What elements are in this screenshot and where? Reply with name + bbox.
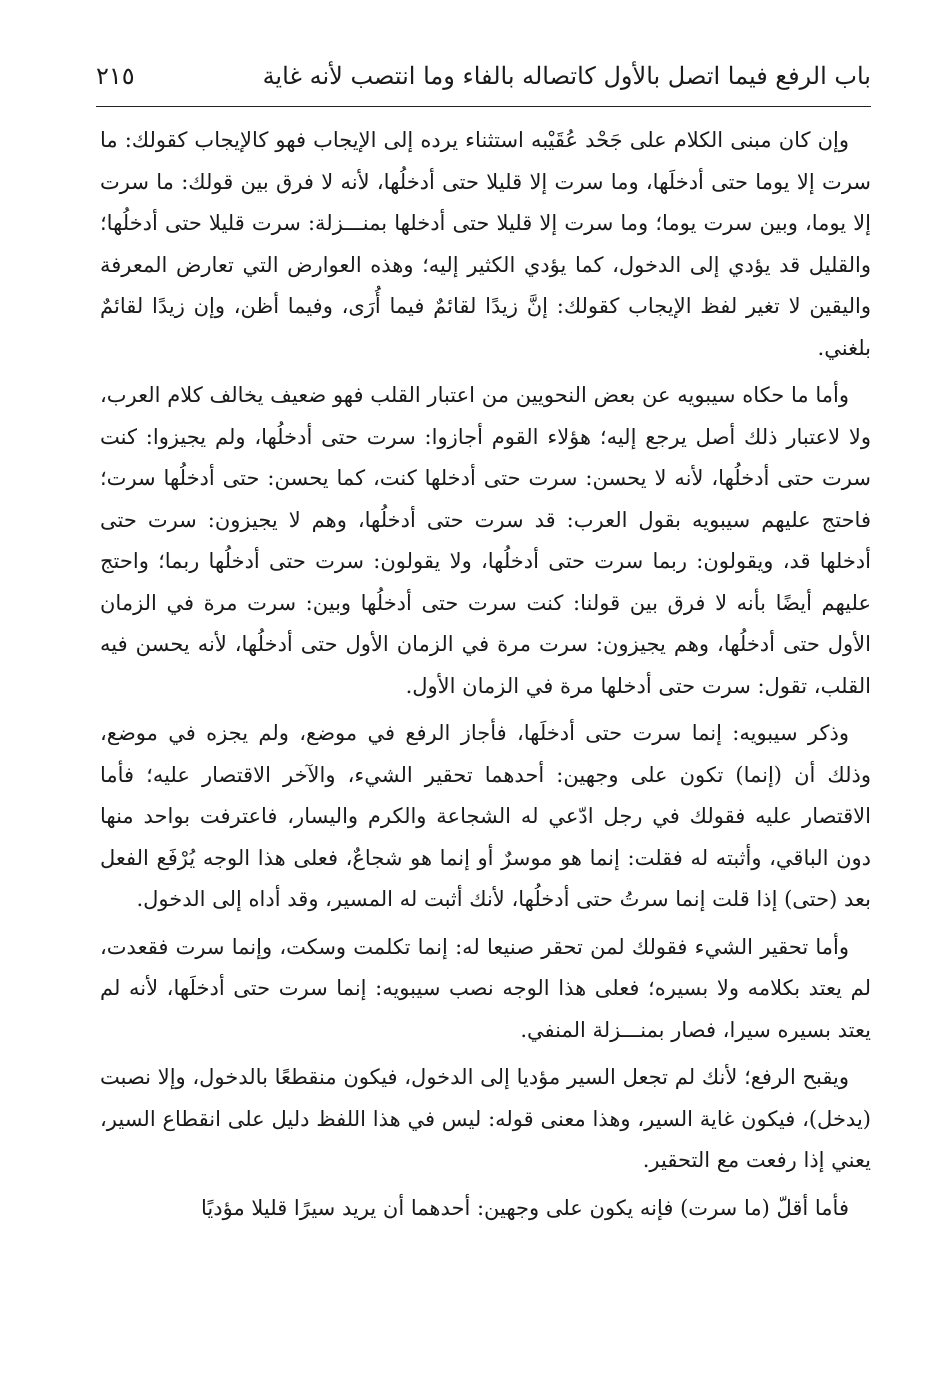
running-header [96, 58, 871, 98]
paragraph: وذكر سيبويه: إنما سرت حتى أدخلَها، فأجاز الرفع في موضع، ولم يجزه في موضع، وذلك أن (إنما) تكون على وجهين: أحدهما تحقير الشيء، والآخر الاقتصار عليه؛ فأما الاقتصار عليه فقولك في رجل ادّعي له الشجاعة والكرم واليسار، فاعترفت بواحد منها دون الباقي، وأثبته له فقلت: إنما هو موسرٌ أو إنما هو شجاعٌ، فعلى هذا الوجه يُرْفَع الفعل بعد (حتى) إذا قلت إنما سرتُ حتى أدخلُها، لأنك أثبت له المسير، وقد أداه إلى الدخول. [100, 721, 871, 911]
page-number: ٢١٥ [96, 62, 135, 90]
paragraph: وإن كان مبنى الكلام على جَحْد عُقَيْبه استثناء يرده إلى الإيجاب فهو كالإيجاب كقولك: ما سرت إلا يوما حتى أدخلَها، وما سرت إلا قليلا حتى أدخلُها، لأنه لا فرق بين قولك: ما سرت إلا يوما، وبين سرت يوما؛ وما سرت إلا قليلا حتى أدخلها بمنـــزلة: سرت قليلا حتى أدخلُها؛ والقليل قد يؤدي إلى الدخول، كما يؤدي الكثير إليه؛ وهذه العوارض التي تعارض المعرفة واليقين لا تغير لفظ الإيجاب كقولك: إنَّ زيدًا لقائمٌ فيما أُرَى، وفيما أظن، وإن زيدًا لقائمٌ بلغني. [100, 128, 871, 360]
chapter-title: باب الرفع فيما اتصل بالأول كاتصاله بالفاء وما انتصب لأنه غاية [262, 62, 871, 90]
paragraph: وأما تحقير الشيء فقولك لمن تحقر صنيعا له: إنما تكلمت وسكت، وإنما سرت فقعدت، لم يعتد بكلامه ولا بسيره؛ فعلى هذا الوجه نصب سيبويه: إنما سرت حتى أدخلَها، لأنه لم يعتد بسيره سيرا، فصار بمنـــزلة المنفي. [100, 934, 871, 1042]
header-divider [96, 106, 871, 107]
paragraph: فأما أقلّ (ما سرت) فإنه يكون على وجهين: أحدهما أن يريد سيرًا قليلا مؤديًا [201, 1195, 849, 1220]
body-text [100, 120, 871, 1235]
paragraph: وأما ما حكاه سيبويه عن بعض النحويين من اعتبار القلب فهو ضعيف يخالف كلام العرب، ولا لاعتبار ذلك أصل يرجع إليه؛ هؤلاء القوم أجازوا: سرت حتى أدخلُها، ولم يجيزوا: كنت سرت حتى أدخلُها، لأنه لا يحسن: سرت حتى أدخلها كنت، كما يحسن: حتى أدخلُها سرت؛ فاحتج عليهم سيبويه بقول العرب: قد سرت حتى أدخلُها، وهم لا يجيزون: سرت حتى أدخلها قد، ويقولون: ربما سرت حتى أدخلُها، ولا يقولون: سرت حتى أدخلُها ربما؛ واحتج عليهم أيضًا بأنه لا فرق بين قولنا: كنت سرت حتى أدخلُها وبين: سرت مرة في الزمان الأول حتى أدخلُها، وهم يجيزون: سرت مرة في الزمان الأول حتى أدخلُها، لأنه يحسن فيه القلب، تقول: سرت حتى أدخلها مرة في الزمان الأول. [100, 383, 871, 698]
paragraph: ويقبح الرفع؛ لأنك لم تجعل السير مؤديا إلى الدخول، فيكون منقطعًا بالدخول، وإلا نصبت (يدخل)، فيكون غاية السير، وهذا معنى قوله: ليس في هذا اللفظ دليل على انقطاع السير، يعني إذا رفعت مع التحقير. [100, 1065, 871, 1172]
